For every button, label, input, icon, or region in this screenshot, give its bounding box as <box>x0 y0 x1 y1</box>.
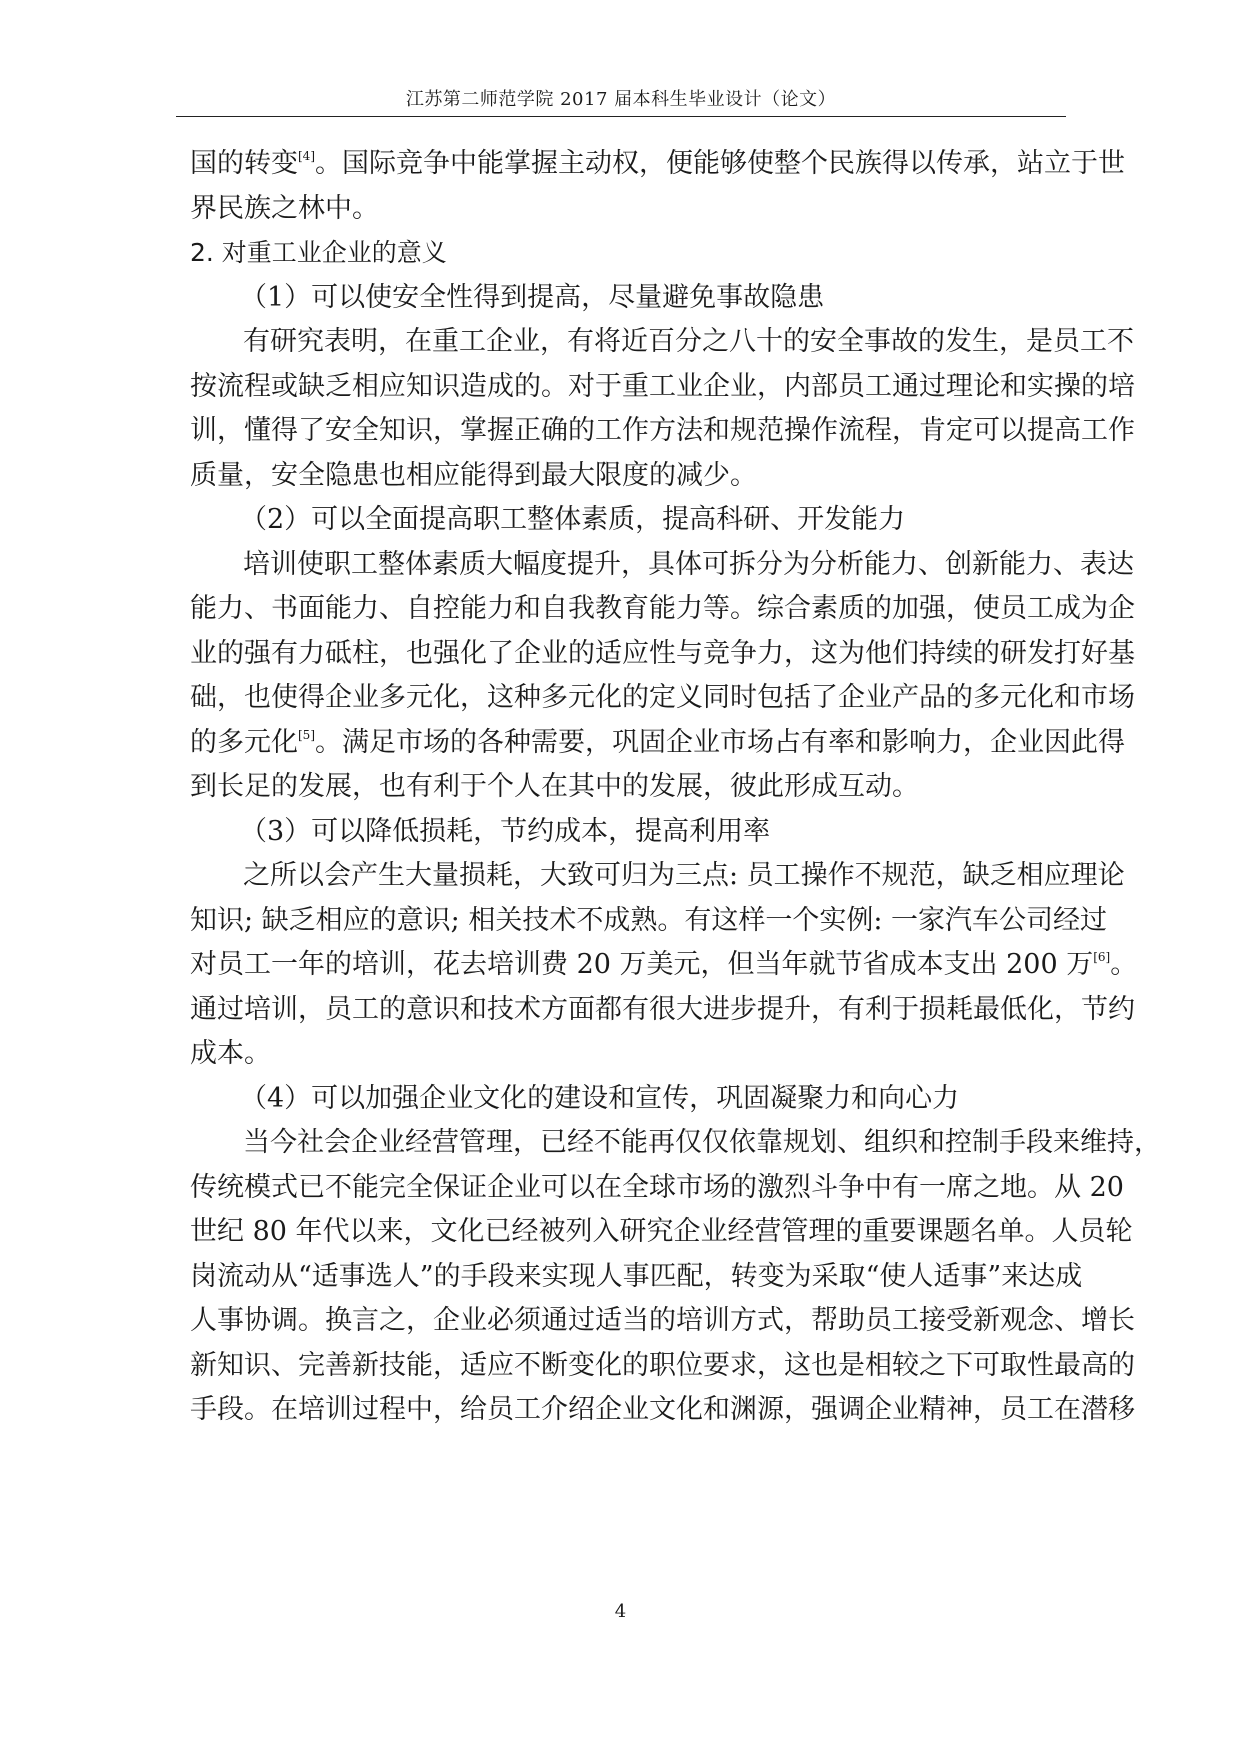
paragraph-line: 知识; 缺乏相应的意识; 相关技术不成熟。有这样一个实例: 一家汽车公司经过 <box>190 904 1108 936</box>
text-run: 国的转变 <box>190 148 298 179</box>
citation-ref: [6] <box>1093 950 1111 964</box>
text-run: 。 <box>1110 949 1138 980</box>
document-body <box>190 142 1161 1433</box>
paragraph-line: 按流程或缺乏相应知识造成的。对于重工业企业，内部员工通过理论和实操的培 <box>190 370 1135 402</box>
paragraph-line <box>190 943 1138 988</box>
subheading: （3）可以降低损耗，节约成本，提高利用率 <box>240 815 771 847</box>
paragraph-line: 人事协调。换言之，企业必须通过适当的培训方式，帮助员工接受新观念、增长 <box>190 1305 1135 1336</box>
paragraph-line <box>190 721 1125 766</box>
text-run: 。国际竞争中能掌握主动权，便能够使整个民族得以传承，站立于世 <box>315 148 1125 179</box>
header-rule <box>176 116 1066 117</box>
paragraph-line: 成本。 <box>190 1038 271 1069</box>
citation-ref: [4] <box>298 149 315 163</box>
text-run: 的多元化 <box>190 726 298 758</box>
paragraph-line: 之所以会产生大量损耗，大致可归为三点: 员工操作不规范，缺乏相应理论 <box>243 860 1125 891</box>
paragraph-line: 岗流动从“适事选人”的手段来实现人事匹配，转变为采取“使人适事”来达成 <box>190 1260 1083 1292</box>
paragraph-line: 通过培训，员工的意识和技术方面都有很大进步提升，有利于损耗最低化，节约 <box>190 993 1135 1025</box>
page-number: 4 <box>614 1601 627 1622</box>
text-run: 对员工一年的培训，花去培训费 20 万美元，但当年就节省成本支出 200 万 <box>190 949 1094 980</box>
paragraph-line: 新知识、完善新技能，适应不断变化的职位要求，这也是相较之下可取性最高的 <box>190 1349 1135 1381</box>
paragraph-line: 到长足的发展，也有利于个人在其中的发展，彼此形成互动。 <box>190 771 919 802</box>
paragraph-line: 础，也使得企业多元化，这种多元化的定义同时包括了企业产品的多元化和市场 <box>190 682 1135 713</box>
text-run: 。满足市场的各种需要，巩固企业市场占有率和影响力，企业因此得 <box>315 726 1125 758</box>
paragraph-line: 世纪 80 年代以来，文化已经被列入研究企业经营管理的重要课题名单。人员轮 <box>190 1216 1133 1247</box>
paragraph-line: 界民族之林中。 <box>190 192 379 224</box>
subheading: （2）可以全面提高职工整体素质，提高科研、开发能力 <box>240 504 906 535</box>
paragraph-line: 有研究表明，在重工企业，有将近百分之八十的安全事故的发生，是员工不 <box>243 326 1134 357</box>
paragraph-line: 传统模式已不能完全保证企业可以在全球市场的激烈斗争中有一席之地。从 20 <box>190 1171 1124 1203</box>
citation-ref: [5] <box>298 727 315 742</box>
subheading: （1）可以使安全性得到提高，尽量避免事故隐患 <box>240 281 825 313</box>
paragraph-line: 质量，安全隐患也相应能得到最大限度的减少。 <box>190 459 757 491</box>
subheading: （4）可以加强企业文化的建设和宣传，巩固凝聚力和向心力 <box>240 1082 960 1114</box>
paragraph-line: 训，懂得了安全知识，掌握正确的工作方法和规范操作流程，肯定可以提高工作 <box>190 415 1135 446</box>
paragraph-line: 手段。在培训过程中，给员工介绍企业文化和渊源，强调企业精神，员工在潜移 <box>190 1394 1135 1425</box>
paragraph-line: 当今社会企业经营管理，已经不能再仅仅依靠规划、组织和控制手段来维持， <box>243 1127 1161 1158</box>
paragraph-line: 业的强有力砥柱，也强化了企业的适应性与竞争力，这为他们持续的研发打好基 <box>190 637 1135 669</box>
paragraph-line: 培训使职工整体素质大幅度提升，具体可拆分为分析能力、创新能力、表达 <box>243 548 1134 580</box>
running-header: 江苏第二师范学院 2017 届本科生毕业设计（论文） <box>405 89 837 110</box>
paragraph-line <box>190 142 1125 187</box>
section-heading: 2. 对重工业企业的意义 <box>190 238 447 267</box>
paragraph-line: 能力、书面能力、自控能力和自我教育能力等。综合素质的加强，使员工成为企 <box>190 593 1135 624</box>
